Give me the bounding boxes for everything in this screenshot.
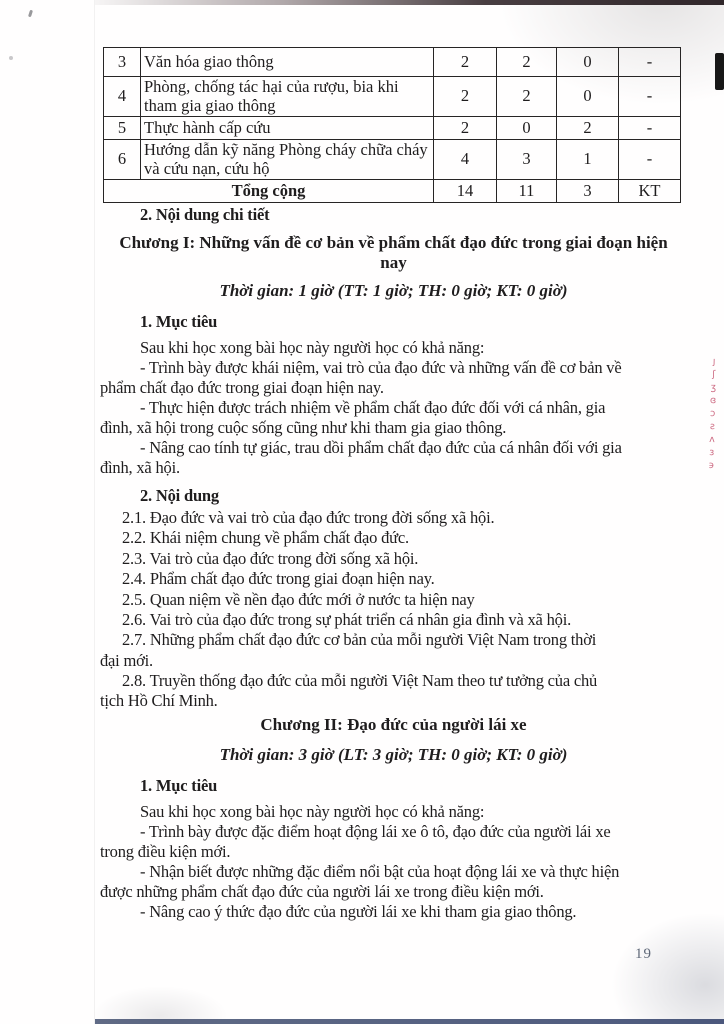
curriculum-hours-table <box>103 47 681 203</box>
chapter2-title: Chương II: Đạo đức của người lái xe <box>260 715 527 735</box>
chapter1-time: Thời gian: 1 giờ (TT: 1 giờ; TH: 0 giờ; KT: 0 giờ) <box>219 281 568 300</box>
cell-total-hours: 2 <box>434 117 497 140</box>
section-heading-detail: 2. Nội dung chi tiết <box>140 205 270 224</box>
paragraph-line: Sau khi học xong bài học này người học có khả năng: <box>140 338 485 357</box>
list-item: 2.2. Khái niệm chung về phẩm chất đạo đức. <box>122 528 409 548</box>
paragraph-line: đình, xã hội trong cuộc sống cũng như khi tham gia giao thông. <box>100 418 507 437</box>
cell-stt: 4 <box>104 77 141 117</box>
list-item: 2.3. Vai trò của đạo đức trong đời sống xã hội. <box>122 548 419 568</box>
chapter1-content-heading: 2. Nội dung <box>140 486 219 505</box>
cell-total-label: Tổng cộng <box>104 180 434 203</box>
cell-test-hours: KT <box>619 180 681 203</box>
chapter2-objective-heading: 1. Mục tiêu <box>140 776 218 796</box>
paragraph-line: - Nâng cao tính tự giác, trau dồi phẩm chất đạo đức của cá nhân đối với gia <box>140 438 622 457</box>
list-item: 2.5. Quan niệm về nền đạo đức mới ở nước ta hiện nay <box>122 589 475 609</box>
scan-edge-right-bar <box>715 53 724 90</box>
cell-stt: 5 <box>104 117 141 140</box>
cell-test-hours: - <box>619 117 681 140</box>
list-item: 2.8. Truyền thống đạo đức của mỗi người Việt Nam theo tư tưởng của chủ <box>122 670 598 690</box>
document-body <box>97 200 690 922</box>
scan-speck <box>9 56 13 60</box>
cell-practice-hours: 2 <box>557 117 619 140</box>
table-row <box>104 140 681 180</box>
paragraph-line: - Nâng cao ý thức đạo đức của người lái xe khi tham gia giao thông. <box>140 902 577 922</box>
red-ink-margin-marks: ȷʃʒɞɔƨʌɜ϶ <box>705 355 720 474</box>
cell-theory-hours: 11 <box>497 180 557 203</box>
chapter2-time: Thời gian: 3 giờ (LT: 3 giờ; TH: 0 giờ; KT: 0 giờ) <box>219 745 568 765</box>
table-row <box>104 77 681 117</box>
cell-total-hours: 2 <box>434 77 497 117</box>
paragraph-line: được những phẩm chất đạo đức của người lái xe trong điều kiện mới. <box>100 882 544 902</box>
cell-test-hours: - <box>619 48 681 77</box>
scan-edge-top-strip <box>95 0 724 5</box>
page-number: 19 <box>635 946 652 962</box>
cell-subject: Văn hóa giao thông <box>141 48 434 77</box>
cell-test-hours: - <box>619 140 681 180</box>
list-item: 2.7. Những phẩm chất đạo đức cơ bản của mỗi người Việt Nam trong thời <box>122 630 597 650</box>
table-row <box>104 48 681 77</box>
list-item-continuation: tịch Hồ Chí Minh. <box>100 691 218 711</box>
cell-theory-hours: 0 <box>497 117 557 140</box>
cell-theory-hours: 2 <box>497 77 557 117</box>
paragraph-line: - Nhận biết được những đặc điểm nổi bật của hoạt động lái xe và thực hiện <box>140 862 620 882</box>
cell-practice-hours: 0 <box>557 77 619 117</box>
chapter1-title-line2: nay <box>380 253 407 272</box>
cell-stt: 3 <box>104 48 141 77</box>
cell-practice-hours: 0 <box>557 48 619 77</box>
chapter1-objective-heading: 1. Mục tiêu <box>140 312 218 331</box>
paragraph-line: đình, xã hội. <box>100 458 180 477</box>
cell-practice-hours: 1 <box>557 140 619 180</box>
paragraph-line: trong điều kiện mới. <box>100 842 231 862</box>
page-fold-line <box>94 0 95 1024</box>
cell-total-hours: 4 <box>434 140 497 180</box>
cell-total-hours: 2 <box>434 48 497 77</box>
paragraph-line: - Trình bày được khái niệm, vai trò của đạo đức và những vấn đề cơ bản về <box>140 358 622 377</box>
cell-practice-hours: 3 <box>557 180 619 203</box>
paragraph-line: - Thực hiện được trách nhiệm về phẩm chất đạo đức đối với cá nhân, gia <box>140 398 606 417</box>
list-item: 2.6. Vai trò của đạo đức trong sự phát triển cá nhân gia đình và xã hội. <box>122 609 572 629</box>
table-row <box>104 117 681 140</box>
cell-subject: Phòng, chống tác hại của rượu, bia khi tham gia giao thông <box>141 77 434 117</box>
cell-theory-hours: 2 <box>497 48 557 77</box>
paragraph-line: Sau khi học xong bài học này người học có khả năng: <box>140 802 485 822</box>
cell-stt: 6 <box>104 140 141 180</box>
paragraph-line: phẩm chất đạo đức trong giai đoạn hiện nay. <box>100 378 384 397</box>
cell-subject: Hướng dẫn kỹ năng Phòng cháy chữa cháy và cứu nạn, cứu hộ <box>141 140 434 180</box>
scan-edge-bottom-strip <box>95 1019 724 1024</box>
cell-subject: Thực hành cấp cứu <box>141 117 434 140</box>
cell-test-hours: - <box>619 77 681 117</box>
scan-speck <box>28 10 33 18</box>
paragraph-line: - Trình bày được đặc điểm hoạt động lái xe ô tô, đạo đức của người lái xe <box>140 822 611 842</box>
cell-theory-hours: 3 <box>497 140 557 180</box>
list-item: 2.1. Đạo đức và vai trò của đạo đức trong đời sống xã hội. <box>122 508 495 527</box>
list-item: 2.4. Phẩm chất đạo đức trong giai đoạn hiện nay. <box>122 569 435 589</box>
chapter1-title-line1: Chương I: Những vấn đề cơ bản về phẩm chất đạo đức trong giai đoạn hiện <box>119 233 668 252</box>
list-item-continuation: đại mới. <box>100 650 153 670</box>
cell-total-hours: 14 <box>434 180 497 203</box>
